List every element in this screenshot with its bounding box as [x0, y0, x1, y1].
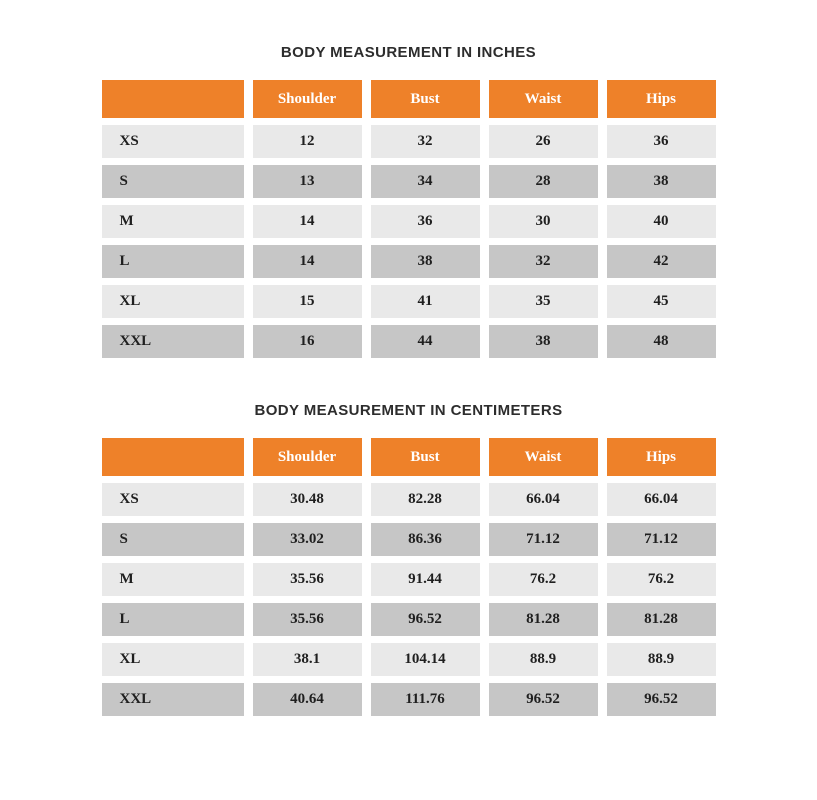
- measurement-value: 30: [489, 205, 598, 238]
- header-cell-bust: Bust: [371, 80, 480, 118]
- measurement-value: 76.2: [607, 563, 716, 596]
- measurement-value: 81.28: [489, 603, 598, 636]
- measurement-value: 36: [371, 205, 480, 238]
- measurement-value: 111.76: [371, 683, 480, 716]
- header-cell-shoulder: Shoulder: [253, 80, 362, 118]
- measurement-value: 35: [489, 285, 598, 318]
- size-label: S: [102, 165, 244, 198]
- measurement-value: 13: [253, 165, 362, 198]
- centimeters-table-title: BODY MEASUREMENT IN CENTIMETERS: [254, 402, 563, 419]
- measurement-value: 32: [371, 125, 480, 158]
- measurement-value: 32: [489, 245, 598, 278]
- measurement-value: 40.64: [253, 683, 362, 716]
- measurement-value: 96.52: [371, 603, 480, 636]
- measurement-value: 82.28: [371, 483, 480, 516]
- header-cell-waist: Waist: [489, 80, 598, 118]
- measurement-value: 30.48: [253, 483, 362, 516]
- measurement-value: 35.56: [253, 563, 362, 596]
- header-cell-empty: [102, 438, 244, 476]
- inches-table-title: BODY MEASUREMENT IN INCHES: [280, 44, 537, 61]
- measurement-value: 66.04: [607, 483, 716, 516]
- measurement-value: 42: [607, 245, 716, 278]
- measurement-value: 76.2: [489, 563, 598, 596]
- measurement-value: 28: [489, 165, 598, 198]
- measurement-value: 33.02: [253, 523, 362, 556]
- measurement-value: 44: [371, 325, 480, 358]
- measurement-value: 36: [607, 125, 716, 158]
- size-label: XS: [102, 125, 244, 158]
- measurement-value: 38: [607, 165, 716, 198]
- size-label: M: [102, 205, 244, 238]
- size-chart-container: [102, 0, 716, 716]
- size-label: S: [102, 523, 244, 556]
- measurement-value: 88.9: [489, 643, 598, 676]
- measurement-value: 96.52: [607, 683, 716, 716]
- measurement-value: 88.9: [607, 643, 716, 676]
- inches-size-table: [102, 80, 716, 358]
- measurement-value: 96.52: [489, 683, 598, 716]
- measurement-value: 71.12: [607, 523, 716, 556]
- measurement-value: 71.12: [489, 523, 598, 556]
- size-label: XS: [102, 483, 244, 516]
- measurement-value: 86.36: [371, 523, 480, 556]
- measurement-value: 12: [253, 125, 362, 158]
- measurement-value: 15: [253, 285, 362, 318]
- header-cell-bust: Bust: [371, 438, 480, 476]
- measurement-value: 35.56: [253, 603, 362, 636]
- measurement-value: 34: [371, 165, 480, 198]
- measurement-value: 45: [607, 285, 716, 318]
- header-cell-hips: Hips: [607, 438, 716, 476]
- measurement-value: 81.28: [607, 603, 716, 636]
- measurement-value: 38: [489, 325, 598, 358]
- size-label: XXL: [102, 683, 244, 716]
- measurement-value: 104.14: [371, 643, 480, 676]
- size-label: XXL: [102, 325, 244, 358]
- inches-table-section: [102, 44, 716, 358]
- header-cell-shoulder: Shoulder: [253, 438, 362, 476]
- size-label: M: [102, 563, 244, 596]
- measurement-value: 14: [253, 245, 362, 278]
- measurement-value: 26: [489, 125, 598, 158]
- measurement-value: 40: [607, 205, 716, 238]
- size-label: L: [102, 603, 244, 636]
- measurement-value: 41: [371, 285, 480, 318]
- header-cell-hips: Hips: [607, 80, 716, 118]
- size-label: XL: [102, 643, 244, 676]
- header-cell-empty: [102, 80, 244, 118]
- size-label: XL: [102, 285, 244, 318]
- centimeters-table-section: [102, 402, 716, 716]
- measurement-value: 14: [253, 205, 362, 238]
- measurement-value: 16: [253, 325, 362, 358]
- centimeters-size-table: [102, 438, 716, 716]
- measurement-value: 91.44: [371, 563, 480, 596]
- size-label: L: [102, 245, 244, 278]
- header-cell-waist: Waist: [489, 438, 598, 476]
- measurement-value: 38: [371, 245, 480, 278]
- measurement-value: 48: [607, 325, 716, 358]
- measurement-value: 66.04: [489, 483, 598, 516]
- measurement-value: 38.1: [253, 643, 362, 676]
